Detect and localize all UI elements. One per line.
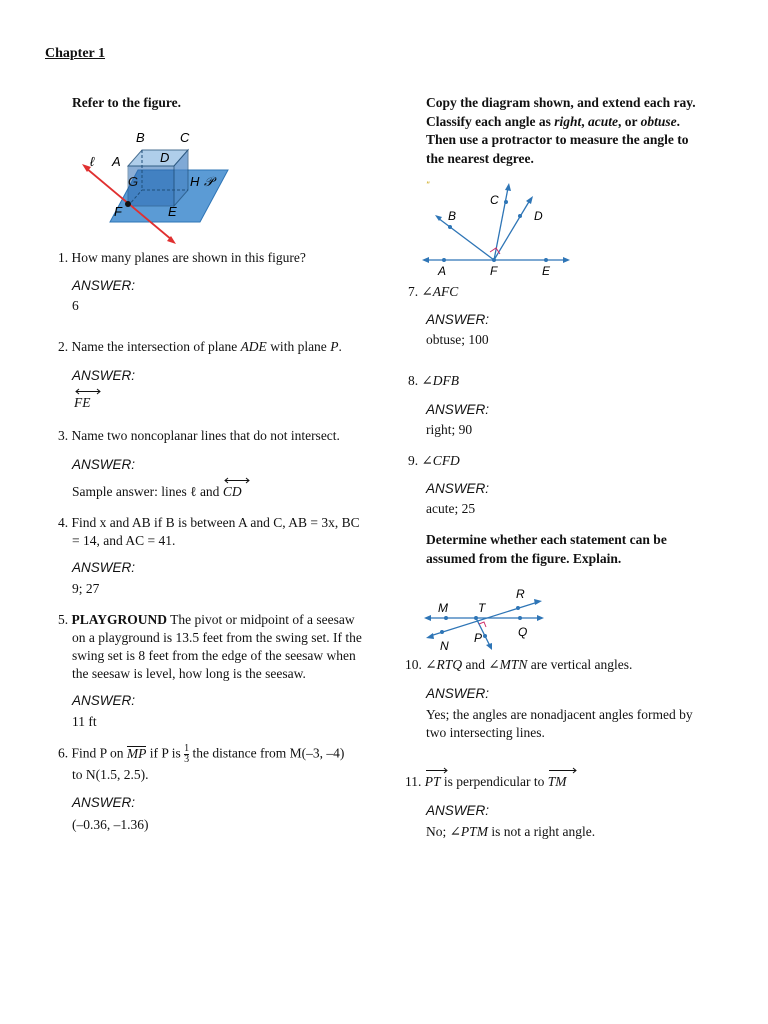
intro-text: , or: [618, 113, 641, 129]
angle-afc: ∠AFC: [421, 284, 459, 299]
angle-ptm: ∠PTM: [449, 824, 488, 839]
label-m: M: [438, 601, 448, 615]
answer-text: Sample answer: lines ℓ and: [72, 484, 223, 499]
answer-9: acute; 25: [426, 501, 476, 516]
label-g: G: [128, 174, 139, 189]
label-h: H: [190, 174, 200, 189]
angle-rtq: ∠RTQ: [425, 657, 463, 672]
question-number: 4.: [58, 515, 69, 530]
question-number: 3.: [58, 428, 69, 443]
question-text: How many planes are shown in this figure?: [71, 250, 306, 265]
term-obtuse: obtuse: [640, 113, 677, 129]
question-text: Find P on: [71, 745, 127, 761]
question-9: [408, 452, 460, 470]
question-5-line4: the seesaw is level, how long is the seesaw.: [72, 666, 306, 681]
figure-mark: ": [426, 180, 430, 190]
angle-dfb: ∠DFB: [421, 373, 460, 388]
question-text: Name the intersection of plane: [71, 339, 241, 354]
ray-name: PT: [424, 774, 441, 789]
question-10: [405, 656, 632, 674]
question-text: the distance from M(–3, –4): [189, 745, 345, 761]
answer-label: ANSWER:: [72, 368, 136, 383]
intro-line: Copy the diagram shown, and extend each ray.: [426, 95, 696, 110]
label-b: B: [448, 209, 457, 223]
segment-mp: MP: [126, 745, 147, 761]
line-name: FE: [74, 395, 91, 410]
ray-arrow-icon: [548, 767, 578, 774]
question-7: [408, 283, 458, 301]
question-number: 6.: [58, 745, 69, 761]
intro-line: Then use a protractor to measure the angle to: [426, 132, 689, 147]
question-3: [58, 427, 340, 445]
figure-angles: [420, 178, 576, 280]
point-f: [125, 201, 131, 207]
answer-10: [426, 706, 693, 742]
label-d: D: [160, 150, 170, 165]
label-l: ℓ: [90, 154, 95, 169]
question-5-line2: on a playground is 13.5 feet from the swing set. If the: [72, 630, 362, 645]
question-text: is perpendicular to: [440, 774, 548, 789]
angle-mtn: ∠MTN: [488, 657, 528, 672]
answer-label: ANSWER:: [72, 278, 136, 293]
question-11: [405, 767, 567, 791]
intro-text: ,: [581, 113, 589, 129]
question-text: Find x and AB if B is between A and C, AB = 3x, BC: [71, 515, 360, 530]
intro-text: .: [676, 113, 681, 129]
label-f: F: [490, 264, 498, 278]
label-plane: 𝒫: [204, 174, 214, 189]
fraction-numerator: 1: [184, 743, 190, 754]
label-e: E: [168, 204, 177, 219]
question-text: with plane: [266, 339, 331, 354]
right-intro: [426, 94, 696, 168]
answer-6: (–0.36, –1.36): [72, 817, 149, 832]
question-6: [58, 744, 344, 765]
answer-11: [426, 823, 595, 841]
answer-text: No;: [426, 824, 450, 839]
question-4: [58, 514, 360, 532]
ray-name: TM: [547, 774, 567, 789]
intro-line: [426, 113, 696, 132]
question-number: 10.: [405, 657, 422, 672]
instruction-line: assumed from the figure. Explain.: [426, 550, 622, 566]
question-text: Name two noncoplanar lines that do not intersect.: [71, 428, 340, 443]
question-8: [408, 372, 459, 390]
term-right: right: [554, 113, 582, 129]
line-name: CD: [222, 484, 242, 499]
double-arrow-icon: [223, 477, 251, 484]
answer-line: Yes; the angles are nonadjacent angles formed by: [426, 707, 693, 722]
answer-3: [72, 477, 242, 501]
label-n: N: [440, 639, 449, 653]
answer-label: ANSWER:: [72, 560, 136, 575]
angle-cfd: ∠CFD: [421, 453, 460, 468]
question-text: The pivot or midpoint of a seesaw: [167, 612, 355, 627]
question-5-line3: swing set is 8 feet from the edge of the seesaw when: [72, 648, 356, 663]
label-b: B: [136, 130, 145, 145]
label-c: C: [490, 193, 499, 207]
double-arrow-icon: [74, 388, 102, 395]
question-text: are vertical angles.: [527, 657, 633, 672]
question-1: [58, 249, 306, 267]
chapter-title: Chapter 1: [45, 46, 106, 61]
ray-fb: [438, 218, 494, 260]
ray-tm: [548, 767, 567, 791]
answer-label: ANSWER:: [72, 693, 136, 708]
question-number: 5.: [58, 612, 69, 627]
var-ade: ADE: [240, 339, 267, 354]
question-number: 11.: [405, 774, 422, 789]
instruction-line: Determine whether each statement can be: [426, 532, 667, 547]
answer-1: 6: [72, 298, 79, 313]
ray-pt: [425, 767, 441, 791]
determine-instructions: [426, 531, 667, 568]
intro-line: the nearest degree.: [426, 150, 534, 166]
question-text: .: [338, 339, 342, 354]
label-f: F: [114, 204, 122, 219]
answer-text: is not a right angle.: [487, 824, 596, 839]
fraction-denominator: 3: [184, 754, 190, 765]
question-heading: PLAYGROUND: [71, 612, 168, 627]
figure-intersecting-lines: [422, 584, 548, 654]
label-a: A: [438, 264, 447, 278]
answer-label: ANSWER:: [426, 803, 490, 818]
label-a: A: [112, 154, 121, 169]
answer-8: right; 90: [426, 422, 473, 437]
answer-label: ANSWER:: [426, 402, 490, 417]
answer-7: obtuse; 100: [426, 332, 489, 347]
question-text: if P is: [146, 745, 185, 761]
question-text: and: [462, 657, 489, 672]
answer-label: ANSWER:: [426, 312, 490, 327]
question-2: [58, 338, 342, 356]
line-cd: [223, 477, 242, 501]
ray-arrow-icon: [425, 767, 449, 774]
question-5: [58, 611, 355, 629]
answer-2: [74, 388, 91, 412]
intro-text: Classify each angle as: [426, 113, 555, 129]
answer-label: ANSWER:: [72, 795, 136, 810]
label-t: T: [478, 601, 486, 615]
answer-label: ANSWER:: [426, 481, 490, 496]
question-number: 7.: [408, 284, 419, 299]
label-r: R: [516, 587, 525, 601]
term-acute: acute: [588, 113, 619, 129]
line-fe: [74, 388, 91, 412]
question-number: 9.: [408, 453, 419, 468]
var-p: P: [330, 339, 339, 354]
label-d: D: [534, 209, 543, 223]
label-p: P: [474, 631, 483, 645]
answer-label: ANSWER:: [72, 457, 136, 472]
answer-4: 9; 27: [72, 581, 100, 596]
question-4-line2: = 14, and AC = 41.: [72, 533, 176, 548]
label-q: Q: [518, 625, 528, 639]
answer-label: ANSWER:: [426, 686, 490, 701]
label-c: C: [180, 130, 190, 145]
answer-5: 11 ft: [72, 714, 97, 729]
answer-line: two intersecting lines.: [426, 725, 545, 740]
figure-planes-cube: [78, 126, 238, 244]
left-intro: Refer to the figure.: [72, 95, 181, 110]
label-e: E: [542, 264, 551, 278]
question-number: 2.: [58, 339, 69, 354]
question-number: 8.: [408, 373, 419, 388]
question-6-line2: to N(1.5, 2.5).: [72, 767, 149, 782]
question-number: 1.: [58, 250, 69, 265]
